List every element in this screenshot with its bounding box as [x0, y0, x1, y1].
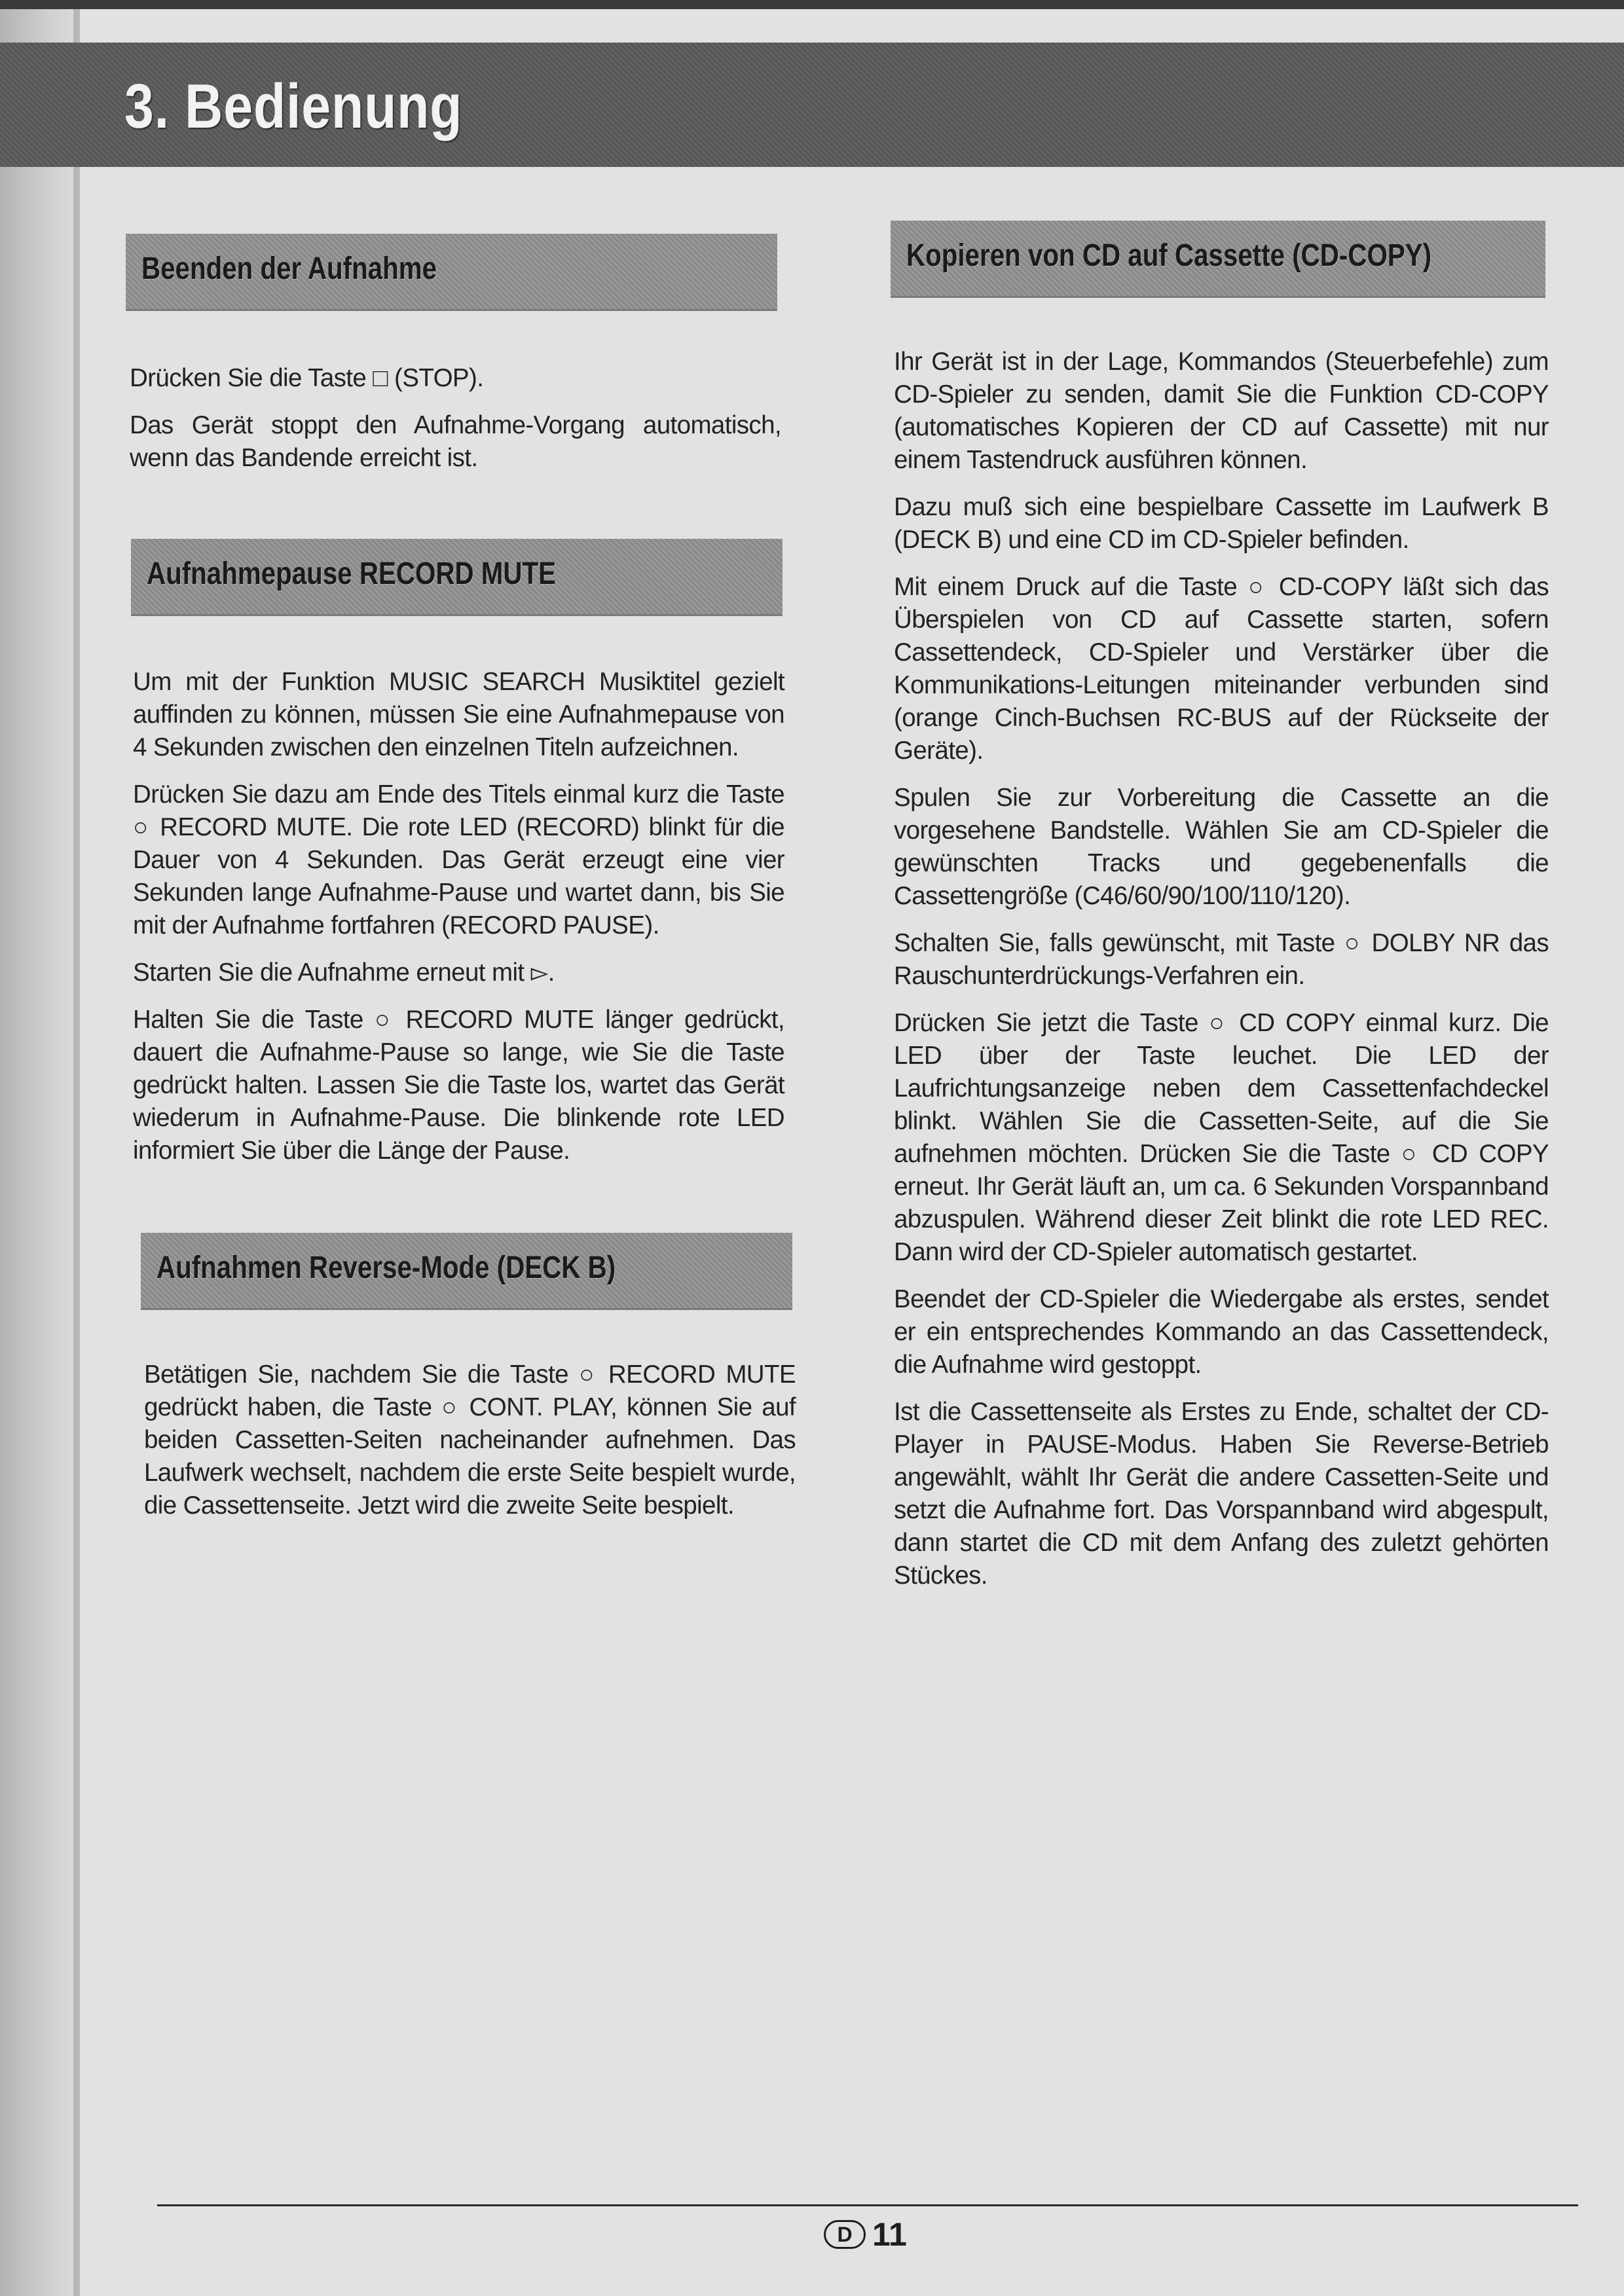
- paragraph: Um mit der Funktion MUSIC SEARCH Musiktitel gezielt auffinden zu können, müssen Sie eine Aufnahmepause von 4 Sekunden zwischen den einzelnen Titeln aufzeichnen.: [133, 668, 784, 761]
- paragraph: Drücken Sie jetzt die Taste ○ CD COPY einmal kurz. Die LED über der Taste leuchet. Die LED der Laufrichtungsanzeige neben dem Cassettenfachdeckel blinkt. Wählen Sie die Cassetten-Seite, auf die Sie aufnehmen möchten. Drücken Sie die Taste ○ CD COPY erneut. Ihr Gerät läuft an, um ca. 6 Sekunden Vorspannband abzuspulen. Während dieser Zeit blinkt die rote LED REC. Dann wird der CD-Spieler automatisch gestartet.: [894, 1009, 1549, 1266]
- section-kopieren-von-cd: [894, 346, 1549, 1607]
- page-binding-shadow: [0, 0, 79, 2296]
- page-title: 3. Bedienung: [124, 71, 463, 141]
- heading-text: Aufnahmen Reverse-Mode (DECK B): [157, 1250, 616, 1285]
- paragraph: Schalten Sie, falls gewünscht, mit Taste ○ DOLBY NR das Rauschunterdrückungs-Verfahren ein.: [894, 929, 1549, 990]
- top-edge-strip: [0, 0, 1624, 9]
- heading-beenden-der-aufnahme: [126, 234, 777, 311]
- page-binding-edge: [73, 0, 80, 2296]
- heading-aufnahmepause-record-mute: [131, 539, 783, 616]
- heading-kopieren-von-cd: [891, 221, 1545, 298]
- section-aufnahmen-reverse-mode: [144, 1358, 796, 1537]
- section-aufnahmepause-record-mute: [133, 666, 784, 1182]
- heading-text: Aufnahmepause RECORD MUTE: [147, 556, 557, 591]
- paragraph: Betätigen Sie, nachdem Sie die Taste ○ RECORD MUTE gedrückt haben, die Taste ○ CONT. PLAY, können Sie auf beiden Cassetten-Seiten nacheinander aufnehmen. Das Laufwerk wechselt, nachdem die erste Seite bespielt wurde, die Cassettenseite. Jetzt wird die zweite Seite bespielt.: [144, 1360, 796, 1520]
- paragraph: Ihr Gerät ist in der Lage, Kommandos (Steuerbefehle) zum CD-Spieler zu senden, damit Sie die Funktion CD-COPY (automatisches Kopieren der CD auf Cassette) mit nur einem Tastendruck ausführen können.: [894, 348, 1549, 474]
- paragraph: Halten Sie die Taste ○ RECORD MUTE länger gedrückt, dauert die Aufnahme-Pause so lange, wie Sie die Taste gedrückt halten. Lassen Sie die Taste los, wartet das Gerät wiederum in Aufnahme-Pause. Die blinkende rote LED informiert Sie über die Länge der Pause.: [133, 1006, 784, 1165]
- paragraph: Dazu muß sich eine bespielbare Cassette im Laufwerk B (DECK B) und eine CD im CD-Spieler befinden.: [894, 493, 1549, 554]
- heading-text: Kopieren von CD auf Cassette (CD-COPY): [906, 238, 1432, 273]
- paragraph: Ist die Cassettenseite als Erstes zu Ende, schaltet der CD-Player in PAUSE-Modus. Haben Sie Reverse-Betrieb angewählt, wählt Ihr Gerät die andere Cassetten-Seite und setzt die Aufnahme fort. Das Vorspannband wird abgespult, dann startet die CD mit dem Anfang des zuletzt gehörten Stückes.: [894, 1398, 1549, 1590]
- footer-rule: [157, 2204, 1578, 2206]
- paragraph: Mit einem Druck auf die Taste ○ CD-COPY läßt sich das Überspielen von CD auf Cassette starten, sofern Cassettendeck, CD-Spieler und Verstärker über die Kommunikations-Leitungen miteinander verbunden sind (orange Cinch-Buchsen RC-BUS auf der Rückseite der Geräte).: [894, 573, 1549, 765]
- heading-text: Beenden der Aufnahme: [141, 251, 437, 286]
- paragraph: Spulen Sie zur Vorbereitung die Cassette an die vorgesehene Bandstelle. Wählen Sie am CD-Spieler die gewünschten Tracks und gegebenenfalls die Cassettengröße (C46/60/90/100/110/120).: [894, 784, 1549, 910]
- page-number-text: 11: [872, 2216, 907, 2253]
- paragraph: Drücken Sie die Taste □ (STOP).: [130, 364, 484, 392]
- heading-aufnahmen-reverse-mode: [141, 1233, 792, 1310]
- paragraph: Beendet der CD-Spieler die Wiedergabe als erstes, sendet er ein entsprechendes Kommando an das Cassettendeck, die Aufnahme wird gestoppt.: [894, 1285, 1549, 1379]
- section-beenden-der-aufnahme: [130, 362, 781, 489]
- paragraph: Drücken Sie dazu am Ende des Titels einmal kurz die Taste ○ RECORD MUTE. Die rote LED (RECORD) blinkt für die Dauer von 4 Sekunden. Das Gerät erzeugt eine vier Sekunden lange Aufnahme-Pause und wartet dann, bis Sie mit der Aufnahme fortfahren (RECORD PAUSE).: [133, 780, 784, 939]
- country-code-badge: D: [824, 2220, 866, 2249]
- paragraph: Das Gerät stoppt den Aufnahme-Vorgang automatisch, wenn das Bandende erreicht ist.: [130, 411, 781, 472]
- page-number: [824, 2216, 907, 2253]
- paragraph: Starten Sie die Aufnahme erneut mit ▻.: [133, 958, 555, 987]
